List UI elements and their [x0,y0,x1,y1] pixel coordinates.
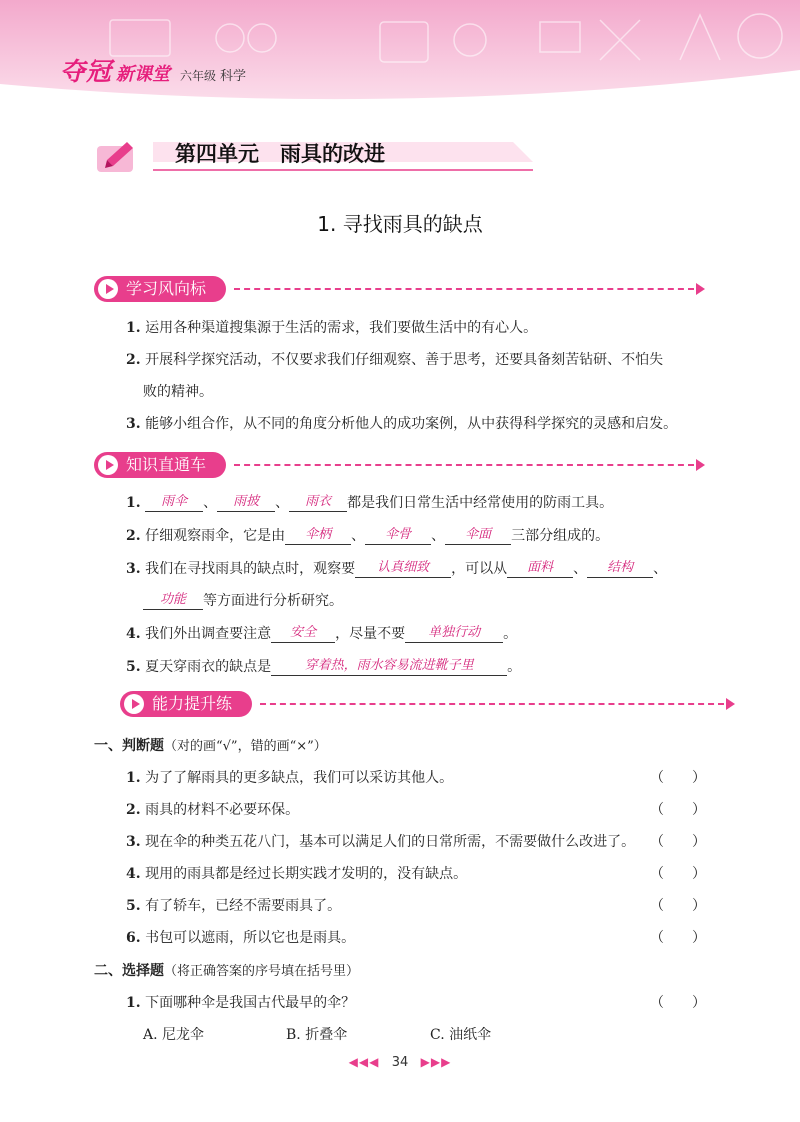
dashed-line [234,464,694,466]
knowledge-item-1: 1. 雨伞 、 雨披 、 雨衣 都是我们日常生活中经常使用的防雨工具。 [126,494,614,511]
answer-blank[interactable]: 安全 [271,624,335,643]
arrow-icon [726,698,735,710]
section-label: 能力提升练 [152,694,233,713]
grade-label: 六年级 [180,69,217,83]
dashed-line [260,703,724,705]
answer-paren[interactable]: （ ） [650,930,706,946]
knowledge-item-4: 4. 我们外出调查要注意 安全 ，尽量不要 单独行动 。 [126,625,518,642]
play-icon [98,279,118,299]
answer-blank[interactable]: 穿着热，雨水容易流进靴子里 [271,657,507,676]
choice-heading: 二、选择题（将正确答案的序号填在括号里） [94,963,360,979]
choice-option-b[interactable]: B. 折叠伞 [286,1027,348,1043]
section-pill [120,691,252,717]
judge-item: 6. 书包可以遮雨，所以它也是雨具。 （ ） [126,927,706,947]
section-label: 知识直通车 [126,455,207,474]
arrow-icon [696,459,705,471]
answer-paren[interactable]: （ ） [650,995,706,1011]
brand-main: 夺冠 [60,57,113,86]
left-arrows-icon: ◀◀◀ [348,1055,380,1069]
play-icon [98,455,118,475]
unit-title: 第四单元 雨具的改进 [175,142,385,166]
judge-item: 5. 有了轿车，已经不需要雨具了。 （ ） [126,895,706,915]
answer-paren[interactable]: （ ） [650,866,706,882]
knowledge-item-2: 2. 仔细观察雨伞，它是由 伞柄 、 伞骨 、 伞面 三部分组成的。 [126,527,610,544]
answer-paren[interactable]: （ ） [650,834,706,850]
brand-logo [60,52,246,88]
unit-banner [93,132,533,180]
answer-blank[interactable]: 认真细致 [355,559,451,578]
goal-item-continued: 败的精神。 [143,384,213,400]
answer-blank[interactable]: 伞骨 [365,526,431,545]
section-header-knowledge [94,452,704,480]
goal-item: 2. 开展科学探究活动，不仅要求我们仔细观察、善于思考，还要具备刻苦钻研、不怕失 [126,352,664,368]
section-pill [94,276,226,302]
answer-paren[interactable]: （ ） [650,770,706,786]
choice-option-c[interactable]: C. 油纸伞 [430,1027,492,1043]
answer-blank[interactable]: 雨伞 [145,493,203,512]
answer-blank[interactable]: 雨披 [217,493,275,512]
answer-blank[interactable]: 单独行动 [405,624,503,643]
goal-item: 1. 运用各种渠道搜集源于生活的需求，我们要做生活中的有心人。 [126,320,538,336]
arrow-icon [696,283,705,295]
section-pill [94,452,226,478]
knowledge-item-3-continued: 功能 等方面进行分析研究。 [143,590,343,610]
answer-blank[interactable]: 结构 [587,559,653,578]
judge-item: 4. 现用的雨具都是经过长期实践才发明的，没有缺点。 （ ） [126,863,706,883]
choice-item: 1. 下面哪种伞是我国古代最早的伞？ （ ） [126,992,706,1012]
choice-option-a[interactable]: A. 尼龙伞 [143,1027,205,1043]
judge-item: 3. 现在伞的种类五花八门，基本可以满足人们的日常所需，不需要做什么改进了。 （ ） [126,831,706,851]
judge-heading: 一、判断题（对的画“√”，错的画“×”） [94,738,327,754]
subject-label: 科学 [220,69,247,84]
page-number: 34 [391,1055,409,1070]
answer-blank[interactable]: 面料 [507,559,573,578]
section-label: 学习风向标 [126,279,207,298]
judge-item: 2. 雨具的材料不必要环保。 （ ） [126,799,706,819]
answer-blank[interactable]: 功能 [143,591,203,610]
goal-item: 3. 能够小组合作，从不同的角度分析他人的成功案例，从中获得科学探究的灵感和启发。 [126,416,678,432]
page-footer [0,1055,800,1070]
answer-paren[interactable]: （ ） [650,802,706,818]
knowledge-item-3: 3. 我们在寻找雨具的缺点时，观察要 认真细致 ，可以从 面料 、 结构 、 [126,560,668,577]
knowledge-item-5: 5. 夏天穿雨衣的缺点是 穿着热，雨水容易流进靴子里 。 [126,658,522,675]
judge-item: 1. 为了了解雨具的更多缺点，我们可以采访其他人。 （ ） [126,767,706,787]
section-header-goals [94,276,704,304]
pencil-icon [97,142,133,172]
brand-sub: 新课堂 [116,64,171,85]
right-arrows-icon: ▶▶▶ [420,1055,452,1069]
answer-paren[interactable]: （ ） [650,898,706,914]
lesson-title: 1. 寻找雨具的缺点 [317,212,483,236]
dashed-line [234,288,694,290]
answer-blank[interactable]: 伞柄 [285,526,351,545]
answer-blank[interactable]: 雨衣 [289,493,347,512]
play-icon [124,694,144,714]
section-header-practice [120,691,740,719]
answer-blank[interactable]: 伞面 [445,526,511,545]
